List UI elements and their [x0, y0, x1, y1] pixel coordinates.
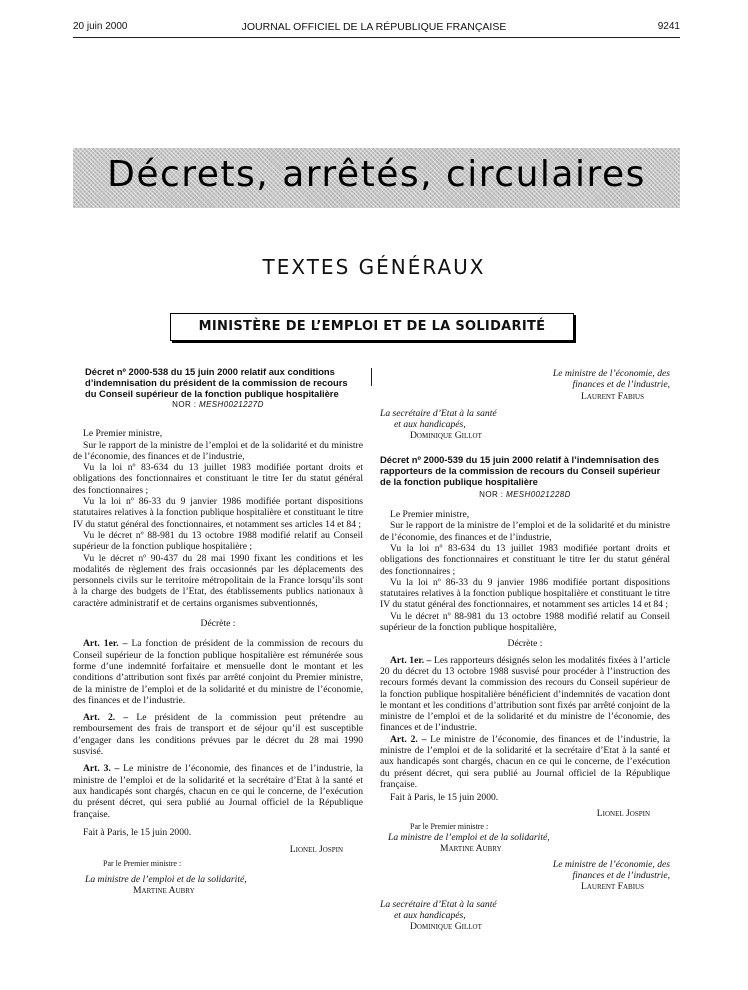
secretary-name: Dominique Gillot [410, 430, 482, 442]
minister-title: La ministre de l’emploi et de la solidarité, [85, 873, 247, 885]
article-label: Art. 3. – [83, 763, 120, 775]
paragraph: Le Premier ministre, [83, 428, 163, 440]
paragraph: Vu le décret nº 88-981 du 13 octobre 1988 modifié relatif au Conseil supérieur de la fonction publique hospitalière ; [73, 529, 363, 553]
article-label: Art. 2. – [83, 712, 129, 724]
fait-line: Fait à Paris, le 15 juin 2000. [390, 792, 499, 804]
nor-label: NOR : [172, 400, 197, 409]
minister-title: La ministre de l’emploi et de la solidarité, [388, 832, 550, 844]
article-text: Le ministre de l’économie, des finances et de l’industrie, la ministre de l’emploi et de la solidarité et la secrétaire d’Etat à la santé et aux handicapés sont chargés, chacun en ce qui le concerne, de l’exécution du présent décret, qui sera publié au Journal officiel de la République française. [73, 763, 363, 820]
decree-title: Décret nº 2000-538 du 15 juin 2000 relatif aux conditions d’indemnisation du président de la commission de recours du Conseil supérieur de la fonction publique hospitalière [85, 366, 348, 399]
article-text: La fonction de président de la commission de recours du Conseil supérieur de la fonction publique hospitalière est rémunérée sous forme d’une indemnité forfaitaire et mensuelle dont le montant et les conditions d’attribution sont fixés par arrêté conjoint du Premier ministre, de la ministre de l’emploi et de la solidarité et du ministre de l’économie, des finances et de l’industrie. [73, 638, 363, 706]
left-column [73, 366, 363, 896]
secretary-title: La secrétaire d’Etat à la santé [380, 407, 497, 419]
secretary-title-cont: et aux handicapés, [394, 419, 466, 431]
paragraph: Sur le rapport de la ministre de l’emploi et de la solidarité et du ministre de l’économie, des finances et de l’industrie, [73, 439, 363, 462]
article-label: Art. 1er. – [390, 654, 432, 666]
paragraph: Le Premier ministre, [390, 509, 470, 521]
decrete: Décrète : [507, 638, 543, 650]
par-premier-ministre: Par le Premier ministre : [103, 859, 182, 869]
article-text: Les rapporteurs désignés selon les modalités fixées à l’article 20 du décret du 13 octobre 1988 susvisé pour procéder à l’instruction des recours formés devant la commission des recours du Conseil supérieur de la fonction publique hospitalière bénéficient d’indemnités de vacation dont le montant et les conditions d’attribution sont fixés par arrêté conjoint de la ministre de l’emploi et de la solidarité et du ministre de l’économie, des finances et de l’industrie. [380, 654, 670, 734]
article-text: Le président de la commission peut prétendre au remboursement des frais de transport et de séjour qu’il est susceptible d’engager dans les conditions prévues par le décret du 28 mai 1990 susvisé. [73, 712, 364, 758]
header-journal-title: JOURNAL OFFICIEL DE LA RÉPUBLIQUE FRANÇAISE [241, 21, 507, 33]
fait-line: Fait à Paris, le 15 juin 2000. [83, 826, 192, 838]
banner-title: Décrets, arrêtés, circulaires [107, 154, 646, 195]
paragraph: Vu le décret nº 88-981 du 13 octobre 1988 modifié relatif au Conseil supérieur de la fonction publique hospitalière, [380, 610, 670, 634]
signatory: Lionel Jospin [289, 844, 343, 856]
secretary-title-cont: et aux handicapés, [394, 909, 466, 921]
paragraph: Sur le rapport de la ministre de l’emploi et de la solidarité et du ministre de l’économie, des finances et de l’industrie, [380, 520, 670, 543]
minister-name: Laurent Fabius [581, 390, 644, 402]
decree-title: Décret nº 2000-539 du 15 juin 2000 relatif à l’indemnisation des rapporteurs de la commission de recours du Conseil supérieur de la fonction publique hospitalière [380, 453, 661, 487]
nor-reference [380, 489, 670, 500]
section-banner [73, 148, 680, 208]
par-premier-ministre: Par le Premier ministre : [410, 821, 489, 831]
paragraph: Vu la loi nº 86-33 du 9 janvier 1986 modifiée portant dispositions statutaires relatives à la fonction publique hospitalière et constituant le titre IV du statut général des fonctionnaires, et notamment ses articles 14 et 84 ; [380, 576, 670, 611]
header-page-number: 9241 [657, 21, 680, 32]
paragraph: Vu la loi nº 83-634 du 13 juillet 1983 modifiée portant droits et obligations des fonctionnaires et constituant le titre Ier du statut général des fonctionnaires ; [380, 542, 670, 577]
nor-reference [73, 399, 363, 410]
article-1 [73, 638, 363, 706]
article-2 [380, 734, 670, 790]
section-title: TEXTES GÉNÉRAUX [262, 255, 486, 279]
paragraph: Vu la loi nº 86-33 du 9 janvier 1986 modifiée portant dispositions statutaires relatives à la fonction publique hospitalière et constituant le titre IV du statut général des fonctionnaires, et notamment ses articles 14 et 84 ; [73, 496, 363, 530]
article-2 [73, 712, 363, 757]
article-label: Art. 2. – [390, 733, 427, 745]
ministry-heading: MINISTÈRE DE L’EMPLOI ET DE LA SOLIDARITÉ [170, 313, 574, 341]
article-1 [380, 655, 670, 734]
minister-name: Laurent Fabius [581, 881, 644, 893]
paragraph: Vu la loi nº 83-634 du 13 juillet 1983 modifiée portant droits et obligations des fonctionnaires et constituant le titre Ier du statut général des fonctionnaires ; [73, 462, 363, 496]
right-column [380, 368, 670, 932]
secretary-name: Dominique Gillot [410, 921, 482, 933]
header-rule [73, 37, 680, 38]
decrete: Décrète : [200, 618, 236, 630]
minister-title: Le ministre de l’économie, des finances et de l’industrie, [552, 858, 670, 881]
minister-name: Martine Aubry [133, 884, 195, 896]
nor-code: MESH0021227D [199, 400, 264, 409]
paragraph: Vu le décret nº 90-437 du 28 mai 1990 fixant les conditions et les modalités de règlement des frais occasionnés par les déplacements des personnels civils sur le territoire métropolitain de la France lorsqu’ils sont à la charge des budgets de l’Etat, des établissements publics nationaux à caractère administratif et de certains organismes subventionnés, [73, 552, 363, 609]
nor-label: NOR : [479, 489, 504, 499]
header-date: 20 juin 2000 [73, 21, 128, 32]
nor-code: MESH0021228D [506, 489, 571, 499]
article-label: Art. 1er. – [83, 638, 128, 650]
secretary-title: La secrétaire d’Etat à la santé [380, 898, 497, 910]
column-divider [371, 368, 372, 386]
minister-name: Martine Aubry [440, 843, 502, 855]
article-3 [73, 763, 363, 819]
signatory: Lionel Jospin [596, 807, 650, 819]
article-text: Le ministre de l’économie, des finances et de l’industrie, la ministre de l’emploi et de la solidarité et la secrétaire d’Etat à la santé et aux handicapés sont chargés, chacun en ce qui le concerne, de l’exécution du présent décret, qui sera publié au Journal officiel de la République française. [380, 733, 670, 790]
minister-title: Le ministre de l’économie, des finances et de l’industrie, [552, 368, 670, 391]
